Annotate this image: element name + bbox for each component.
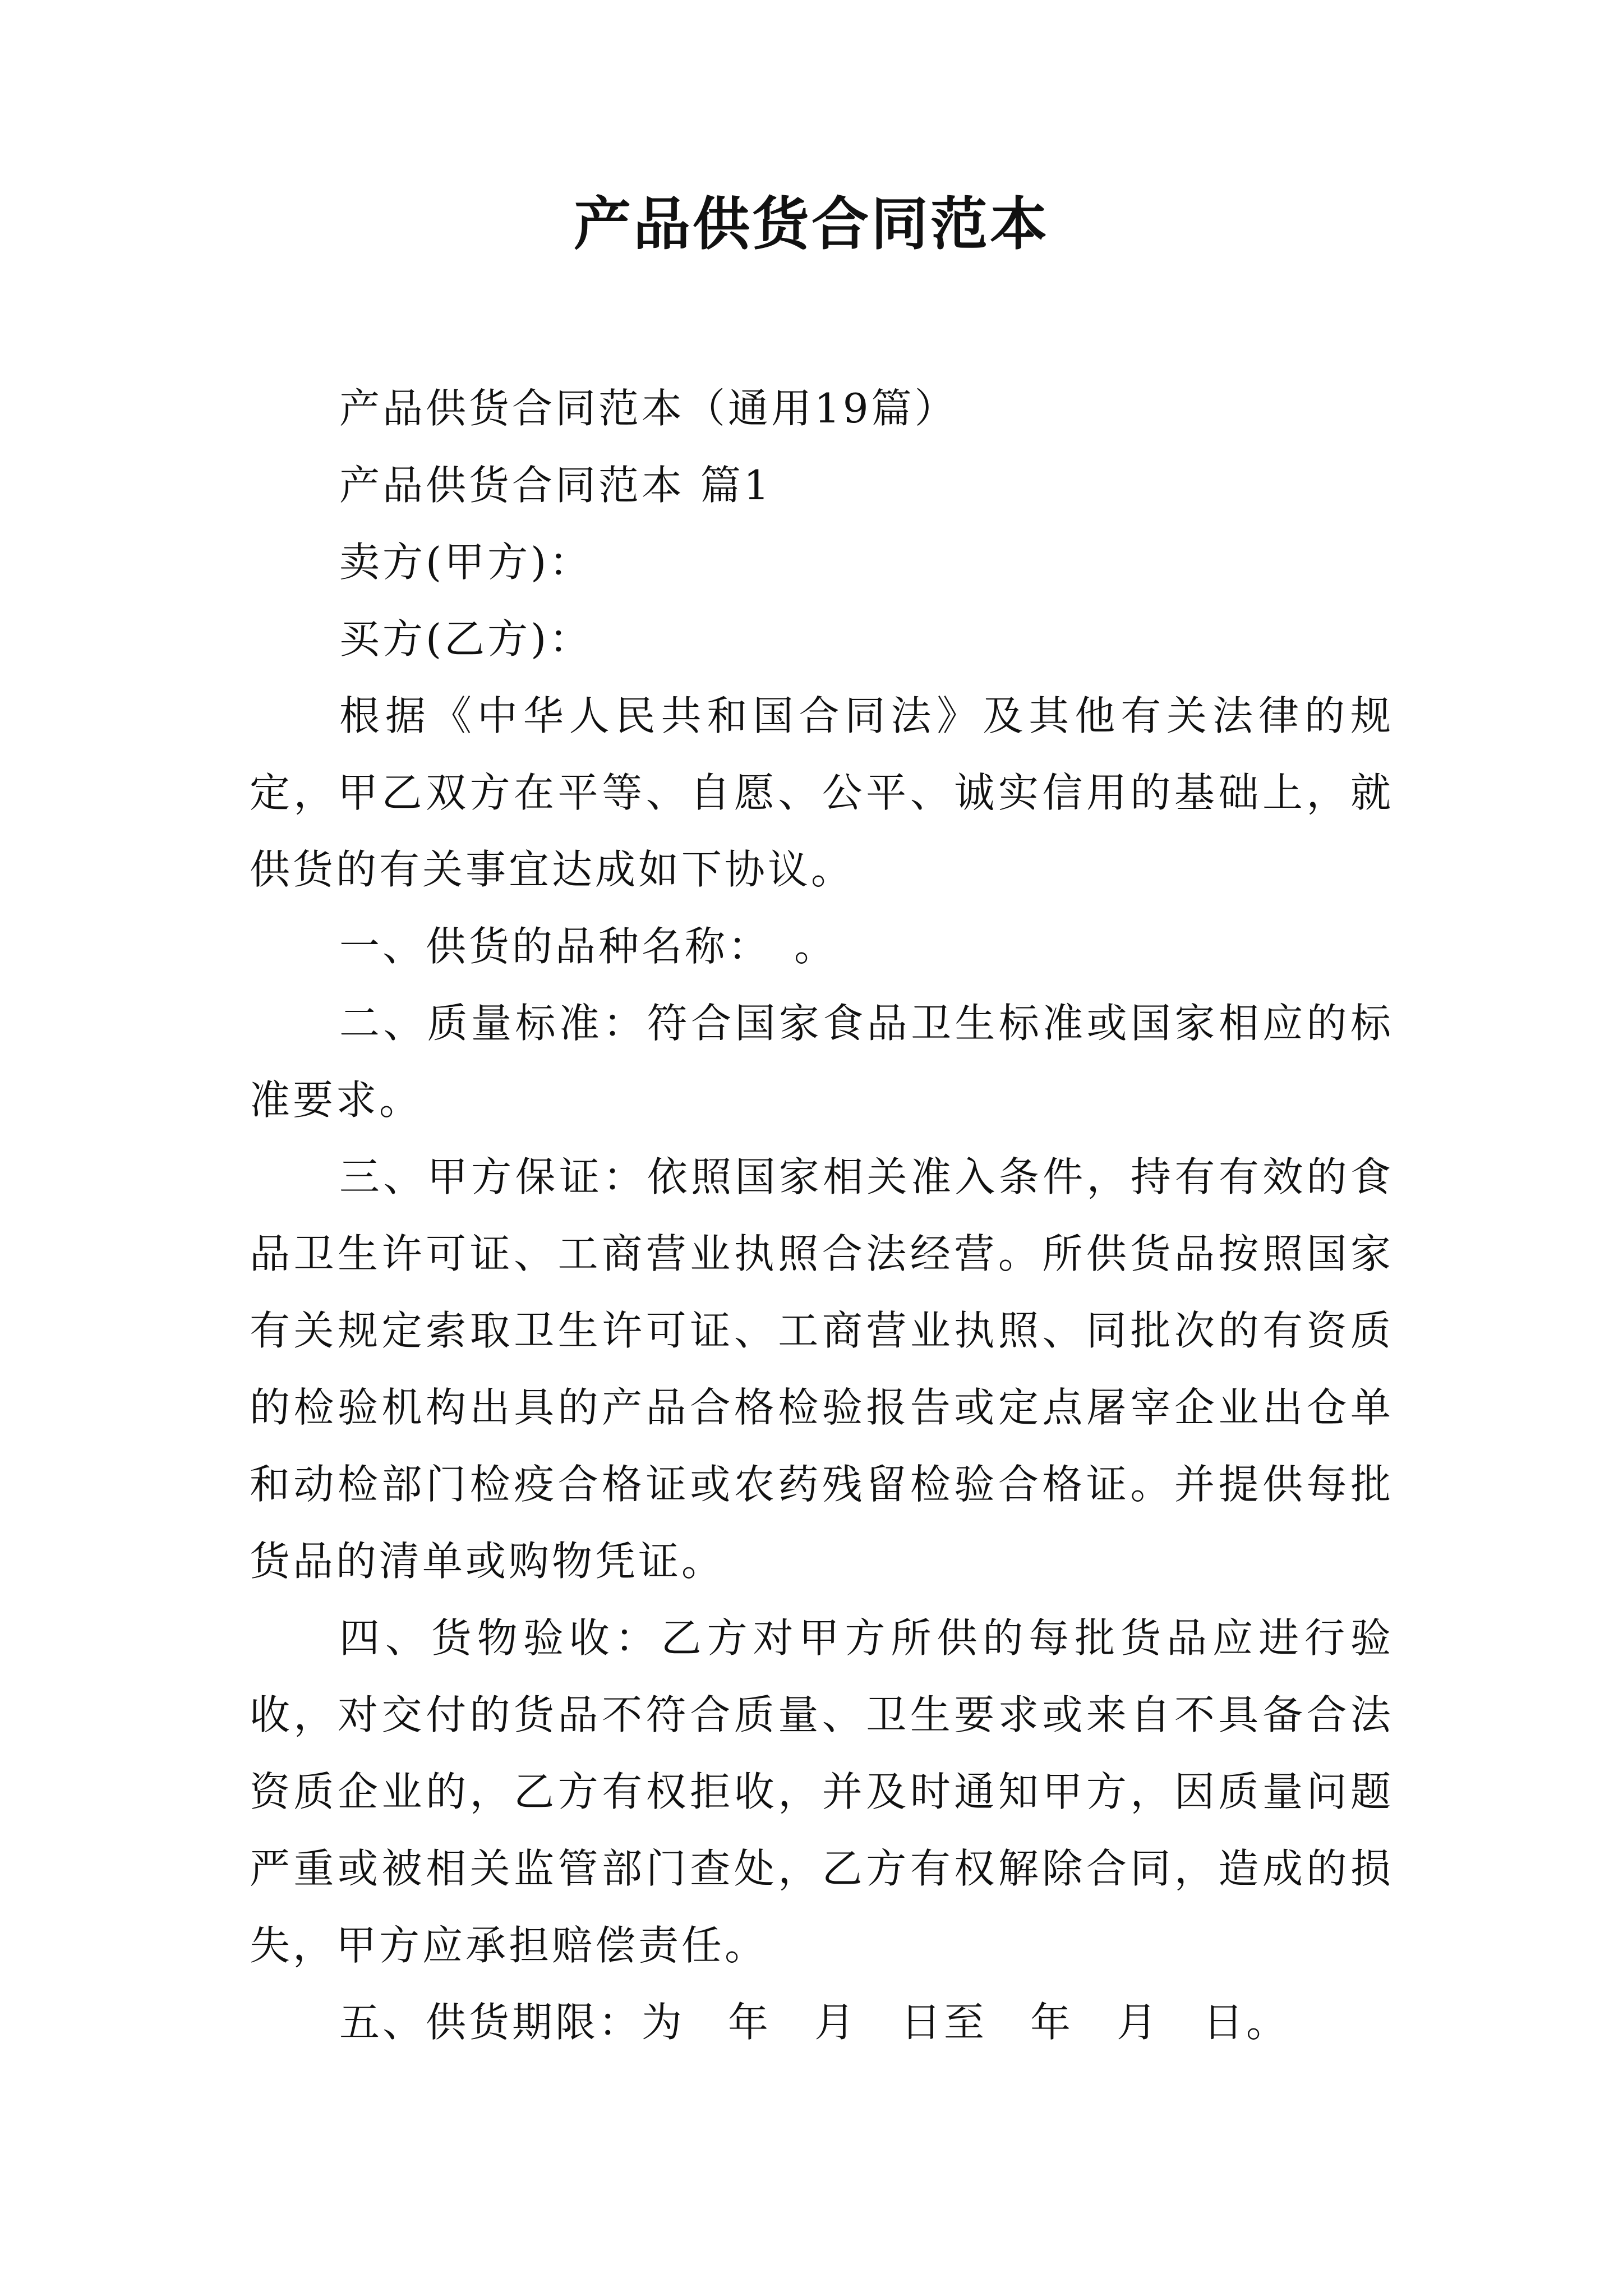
clause-5-supply-period: 五、供货期限：为 年 月 日至 年 月 日。: [339, 1999, 1290, 2046]
clause-4-acceptance: 四、货物验收：乙方对甲方所供的每批货品应进行验收，对交付的货品不符合质量、卫生要求或来自不具备合法资质企业的，乙方有权拒收，并及时通知甲方，因质量问题严重或被相关监管部门查处，乙方有权解除合同，造成的损失，甲方应承担赔偿责任。: [250, 1614, 1394, 1969]
clause-1-product-name: 一、供货的品种名称： 。: [339, 923, 838, 970]
collection-heading: 产品供货合同范本（通用19篇）: [339, 385, 958, 432]
clause-2-quality-standard: 二、质量标准：符合国家食品卫生标准或国家相应的标准要求。: [250, 1000, 1394, 1124]
seller-party-line: 卖方(甲方)：: [339, 539, 593, 586]
buyer-party-line: 买方(乙方)：: [339, 615, 593, 662]
preamble-paragraph: 根据《中华人民共和国合同法》及其他有关法律的规定，甲乙双方在平等、自愿、公平、诚实信用的基础上，就供货的有关事宜达成如下协议。: [250, 692, 1394, 893]
document-title: 产品供货合同范本: [574, 191, 1049, 258]
clause-3-seller-guarantee: 三、甲方保证：依照国家相关准入条件，持有有效的食品卫生许可证、工商营业执照合法经营。所供货品按照国家有关规定索取卫生许可证、工商营业执照、同批次的有资质的检验机构出具的产品合格检验报告或定点屠宰企业出仓单和动检部门检疫合格证或农药残留检验合格证。并提供每批货品的清单或购物凭证。: [250, 1153, 1394, 1585]
document-body: [250, 370, 1394, 2061]
article-heading: 产品供货合同范本 篇1: [339, 462, 772, 509]
